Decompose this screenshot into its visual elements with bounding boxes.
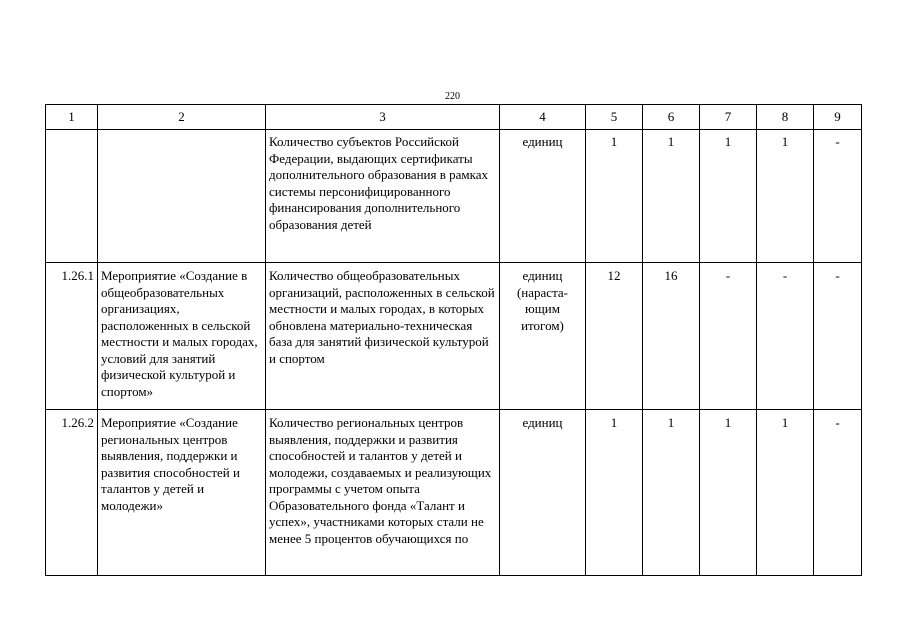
table-header-row <box>46 105 862 130</box>
indicator-cell: Количество субъектов Российской Федерации, выдающих сертификаты дополнительного образования в рамках системы персонифицированного финансирования дополнительного образования детей <box>266 130 500 263</box>
row-number <box>46 130 98 263</box>
value-cell: - <box>700 263 757 410</box>
event-cell: Мероприятие «Создание в общеобразовательных организациях, расположенных в сельской местности и малых городах, условий для занятий физической культурой и спортом» <box>98 263 266 410</box>
value-cell: - <box>757 263 814 410</box>
value-cell: 1 <box>586 410 643 576</box>
header-cell: 2 <box>98 105 266 130</box>
value-cell: 1 <box>700 410 757 576</box>
header-cell: 4 <box>500 105 586 130</box>
unit-cell: единиц (нараста-ющим итогом) <box>500 263 586 410</box>
row-number: 1.26.2 <box>46 410 98 576</box>
header-cell: 8 <box>757 105 814 130</box>
table-row <box>46 263 862 410</box>
page-number: 220 <box>445 91 460 102</box>
header-cell: 6 <box>643 105 700 130</box>
value-cell: 1 <box>643 130 700 263</box>
indicator-cell: Количество региональных центров выявления, поддержки и развития способностей и талантов у детей и молодежи, создаваемых и реализующих программы с учетом опыта Образовательного фонда «Талант и успех», участниками которых стали не менее 5 процентов обучающихся по <box>266 410 500 576</box>
header-cell: 3 <box>266 105 500 130</box>
event-cell <box>98 130 266 263</box>
value-cell: - <box>814 410 862 576</box>
value-cell: 16 <box>643 263 700 410</box>
table-row <box>46 130 862 263</box>
table-row <box>46 410 862 576</box>
event-cell: Мероприятие «Создание региональных центров выявления, поддержки и развития способностей и талантов у детей и молодежи» <box>98 410 266 576</box>
value-cell: 1 <box>757 410 814 576</box>
header-cell: 9 <box>814 105 862 130</box>
value-cell: 1 <box>700 130 757 263</box>
value-cell: 1 <box>586 130 643 263</box>
header-cell: 5 <box>586 105 643 130</box>
row-number: 1.26.1 <box>46 263 98 410</box>
value-cell: 1 <box>757 130 814 263</box>
value-cell: 12 <box>586 263 643 410</box>
unit-cell: единиц <box>500 410 586 576</box>
header-cell: 7 <box>700 105 757 130</box>
header-cell: 1 <box>46 105 98 130</box>
document-table <box>45 104 862 576</box>
unit-cell: единиц <box>500 130 586 263</box>
value-cell: - <box>814 263 862 410</box>
indicator-cell: Количество общеобразовательных организаций, расположенных в сельской местности и малых городах, в которых обновлена материально-техническая база для занятий физической культурой и спортом <box>266 263 500 410</box>
value-cell: - <box>814 130 862 263</box>
value-cell: 1 <box>643 410 700 576</box>
